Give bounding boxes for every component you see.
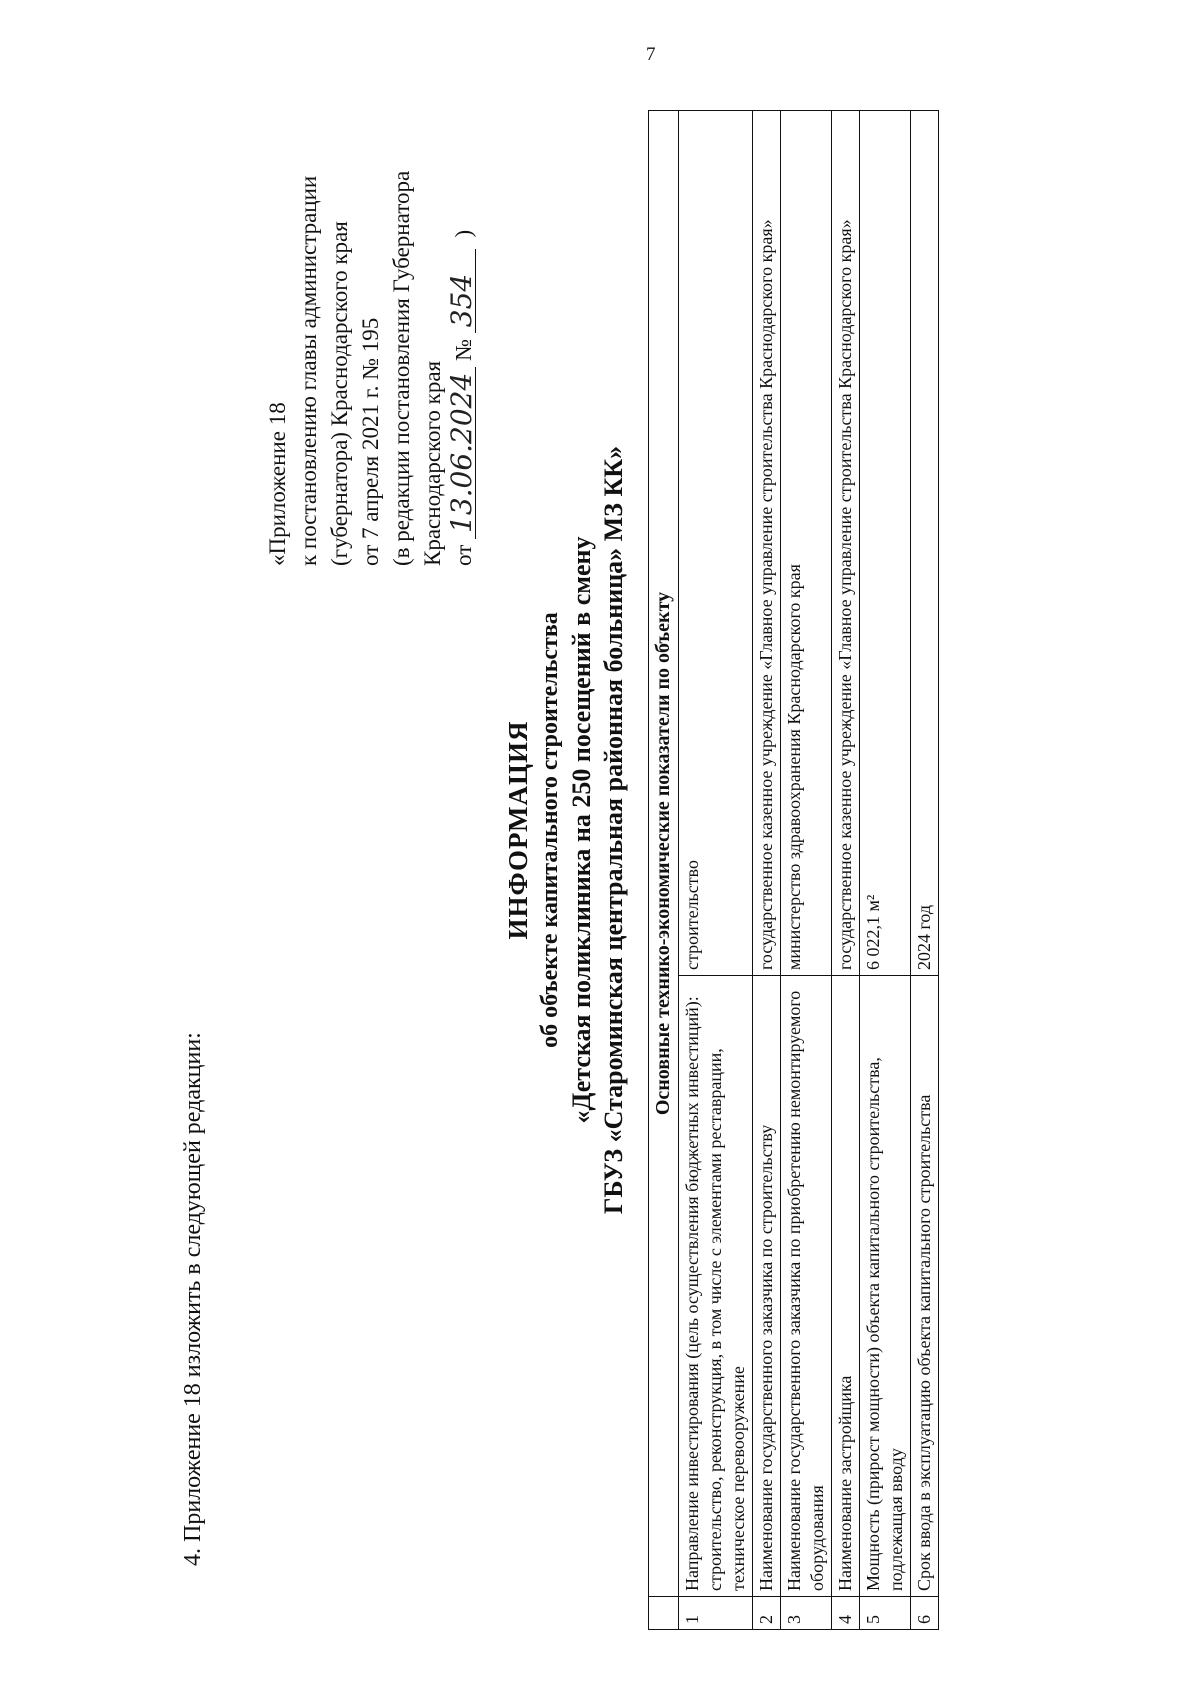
intro-paragraph: 4. Приложение 18 изложить в следующей редакции: [180, 1032, 206, 1566]
row-number: 3 [781, 1597, 832, 1630]
row-indicator-value: 6 022,1 м² [860, 111, 911, 976]
table-header: Основные технико-экономические показатели по объекту [649, 111, 679, 1597]
annex-line-4: от 7 апреля 2021 г. № 195 [358, 317, 383, 566]
row-indicator-name: Мощность (прирост мощности) объекта капитального строительства, подлежащая вводу [860, 976, 911, 1597]
table-row [753, 111, 781, 1630]
annex-block [262, 171, 479, 566]
table-row [781, 111, 832, 1630]
handwritten-date: 13.06.2024 [449, 367, 476, 539]
row-indicator-value: министерство здравоохранения Краснодарского края [781, 111, 832, 976]
number-prefix: № [451, 338, 476, 361]
indicators-table [648, 110, 939, 1630]
table-row [832, 111, 860, 1630]
table-row [911, 111, 939, 1630]
row-indicator-name: Срок ввода в эксплуатацию объекта капитального строительства [911, 976, 939, 1597]
heading-line-4: ГБУЗ «Староминская центральная районная больница» МЗ КК» [599, 445, 628, 1215]
row-number: 4 [832, 1597, 860, 1630]
row-indicator-name: Наименование государственного заказчика по строительству [753, 976, 781, 1597]
row-indicator-name: Наименование государственного заказчика по приобретению немонтируемого оборудования [781, 976, 832, 1597]
heading-line-3: «Детская поликлиника на 250 посещений в смену [567, 536, 596, 1124]
rotated-document-content [136, 80, 1200, 1660]
table-header-empty-cell [649, 1597, 679, 1630]
closing-paren: ) [451, 229, 476, 238]
row-indicator-value: государственное казенное учреждение «Главное управление строительства Краснодарского края» [753, 111, 781, 976]
row-indicator-name: Наименование застройщика [832, 976, 860, 1597]
document-heading [502, 380, 630, 1280]
table-row [679, 111, 753, 1630]
row-number: 2 [753, 1597, 781, 1630]
annex-date-line [445, 171, 479, 566]
row-number: 5 [860, 1597, 911, 1630]
annex-line-3: (губернатора) Краснодарского края [327, 221, 352, 566]
row-indicator-value: 2024 год [911, 111, 939, 976]
annex-line-1: «Приложение 18 [265, 402, 290, 566]
annex-line-2: к постановлению главы администрации [296, 175, 321, 566]
table-row [860, 111, 911, 1630]
row-number: 6 [911, 1597, 939, 1630]
heading-title: ИНФОРМАЦИЯ [503, 720, 533, 940]
row-indicator-value: государственное казенное учреждение «Главное управление строительства Краснодарского края» [832, 111, 860, 976]
date-prefix: от [451, 544, 476, 566]
row-indicator-name: Направление инвестирования (цель осуществления бюджетных инвестиций): строительство, реконструкция, в том числе с элементами реставрации, техническое перевооружение [679, 976, 753, 1597]
table-header-row [649, 111, 679, 1630]
page-number: 7 [646, 44, 656, 65]
row-indicator-value: строительство [679, 111, 753, 976]
annex-line-6: Краснодарского края [420, 360, 445, 566]
row-number: 1 [679, 1597, 753, 1630]
handwritten-number: 354 [449, 249, 476, 333]
heading-line-2: об объекте капитального строительства [537, 612, 563, 1048]
annex-line-5: (в редакции постановления Губернатора [389, 170, 414, 566]
